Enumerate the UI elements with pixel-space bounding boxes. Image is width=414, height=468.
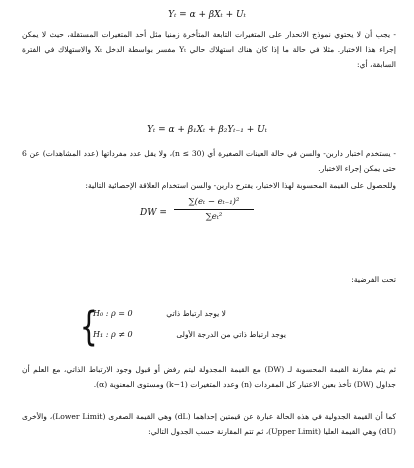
equation-lagged-regression: Yₜ = α + β₁Xₜ + β₂Yₜ₋₁ + Uₜ — [147, 125, 267, 135]
dw-lhs: DW = — [140, 208, 167, 218]
h0-math: H₀ : ρ = 0 — [93, 309, 133, 318]
h1-text: يوجد ارتباط ذاتي من الدرجة الأولى — [176, 330, 286, 339]
paragraph-small-samples: - يستخدم اختبار داربن- والسن في حالة العينات الصغيرة أي (n ≤ 30)، ولا يقل عدد مفرداتها (عدد المشاهدات) عن 6 حتى يمكن إجراء الاختبار. — [22, 149, 396, 173]
paragraph-lagged-variables: - يجب أن لا يحتوي نموذج الانحدار على المتغيرات التابعة المتأخرة زمنيا مثل أحد المتغيرات المستقلة، حيث لا يمكن إجراء هذا الاختبار. مثلا في حالة ما إذا كان هناك استهلاك حالي Yₜ مفسر بواسطة الدخل Xₜ والاستهلاك في الفترة السابقة، أي: — [22, 30, 396, 69]
paragraph-dw-intro: وللحصول على القيمة المحسوبة لهذا الاختبار، يقترح داربن- والسن استخدام العلاقة الإحصائية التالية: — [85, 181, 396, 190]
h0-text: لا يوجد ارتباط ذاتي — [166, 309, 226, 318]
h1-math: H₁ : ρ ≠ 0 — [93, 330, 133, 339]
paragraph-limits: كما أن القيمة الجدولية في هذه الحالة عبارة عن قيمتين إحداهما (dL) وهي القيمة الصغرى (Lower Limit)، والأخرى (dU) وهي القيمة العليا (Upper Limit)، ثم تتم المقارنة حسب الجدول التالي: — [22, 412, 397, 436]
paragraph-hypothesis-heading: تحت الفرضية: — [351, 275, 396, 284]
paragraph-dw-comparison: ثم يتم مقارنة القيمة المحسوبة لـ (DW) مع القيمة المجدولة ليتم رفض أو قبول وجود الارتباط الذاتي، مع العلم أن جداول (DW) تأخذ بعين الاعتبار كل المفردات (n) وعدد المتغيرات (k−1) ومستوى المعنوية (α). — [22, 365, 396, 389]
dw-denominator: ∑eₜ² — [205, 212, 223, 222]
dw-formula — [140, 197, 280, 237]
hypothesis-brace: { — [79, 304, 98, 350]
equation-simple-regression: Yₜ = α + βXₜ + Uₜ — [168, 10, 246, 20]
dw-fraction — [174, 197, 254, 222]
dw-numerator: ∑(eₜ − eₜ₋₁)² — [174, 197, 254, 210]
